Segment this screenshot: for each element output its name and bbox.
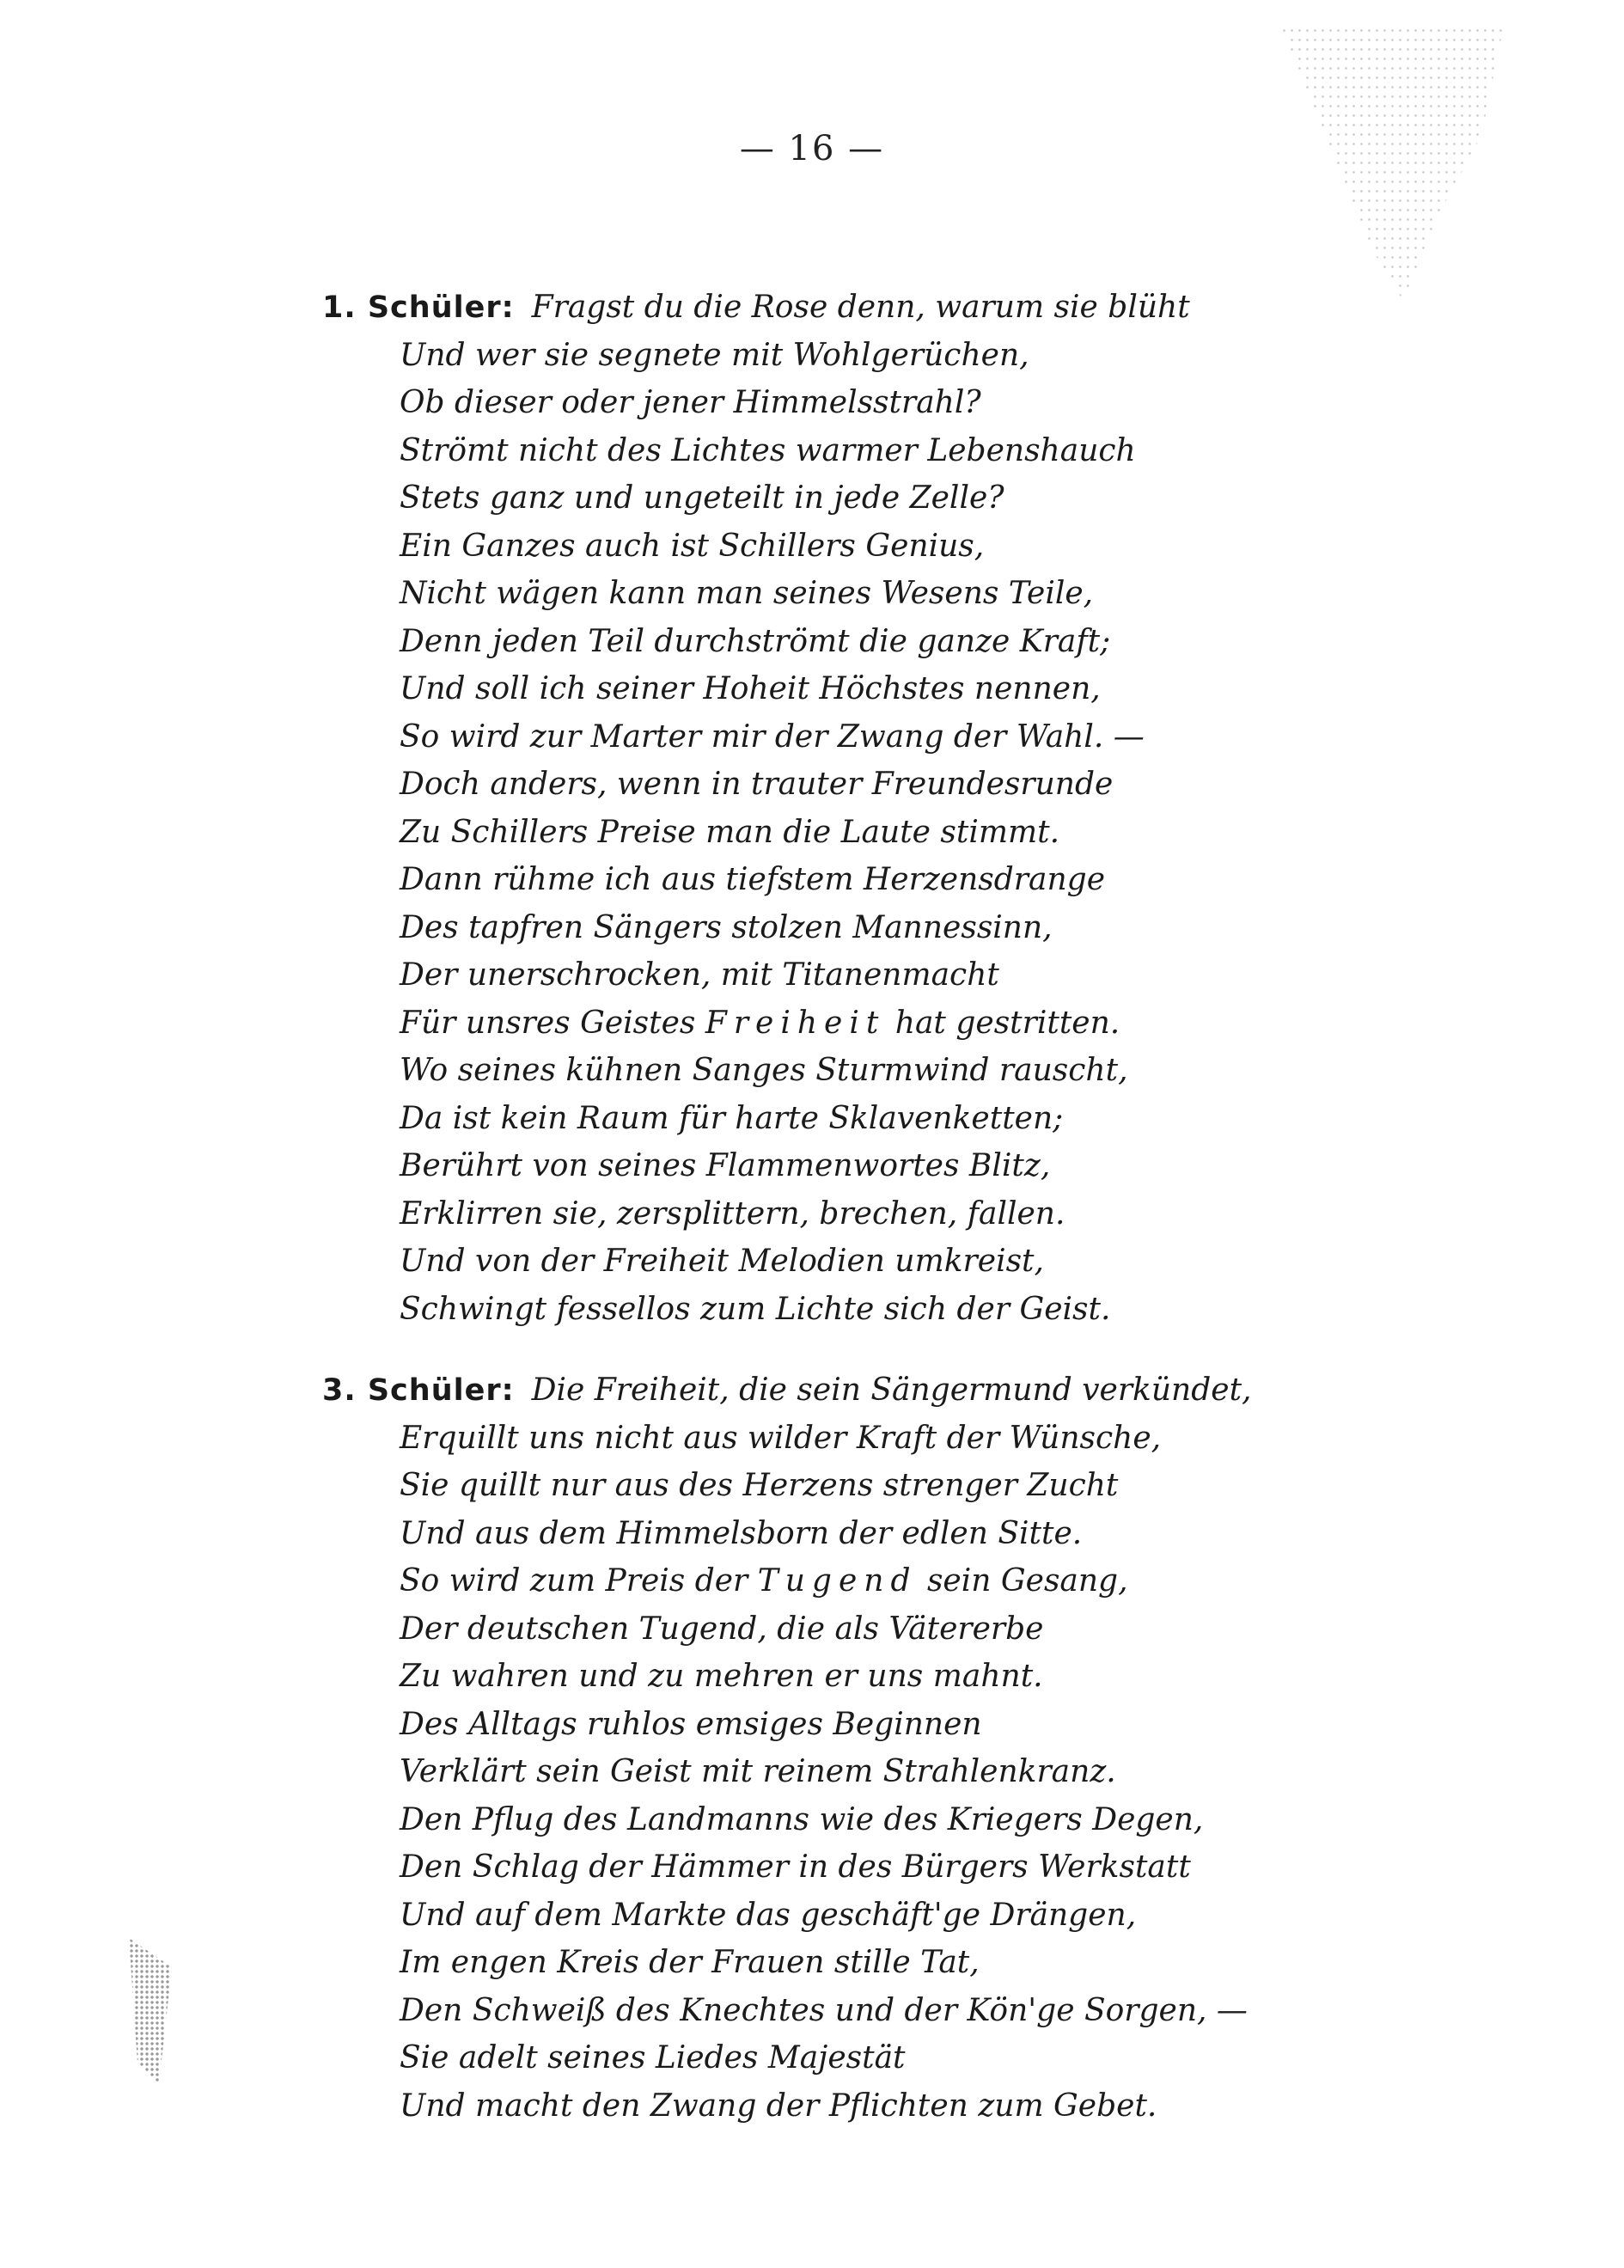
scan-smudge: [129, 1938, 172, 2084]
spaced-emphasis: Freiheit: [705, 1005, 886, 1041]
verse-line: Erquillt uns nicht aus wilder Kraft der Wünsche,: [400, 1420, 1162, 1456]
verse-line: Den Schlag der Hämmer in des Bürgers Werkstatt: [400, 1849, 1191, 1885]
verse-line: Der deutschen Tugend, die als Vätererbe: [400, 1611, 1044, 1647]
verse-line: Berührt von seines Flammenwortes Blitz,: [400, 1148, 1051, 1183]
verse-line: Und auf dem Markte das geschäft'ge Drängen,: [400, 1897, 1137, 1933]
verse-line: Den Pflug des Landmanns wie des Kriegers Degen,: [400, 1801, 1204, 1837]
verse-line: Nicht wägen kann man seines Wesens Teile,: [400, 576, 1094, 611]
speaker-label: 1. Schüler:: [322, 290, 515, 325]
verse-line: Strömt nicht des Lichtes warmer Lebenshauch: [400, 432, 1136, 468]
spaced-emphasis: Tugend: [757, 1563, 918, 1599]
verse-line: Des tapfren Sängers stolzen Mannessinn,: [400, 909, 1053, 945]
verse-line: Stets ganz und ungeteilt in jede Zelle?: [400, 480, 1004, 516]
verse-line: Für unsres Geistes Freiheit hat gestritten.: [400, 1005, 1120, 1041]
verse-line: Ob dieser oder jener Himmelsstrahl?: [400, 385, 981, 420]
verse-line: Da ist kein Raum für harte Sklavenketten;: [400, 1100, 1064, 1136]
verse-line: Ein Ganzes auch ist Schillers Genius,: [400, 528, 985, 564]
verse-line: Den Schweiß des Knechtes und der Kön'ge Sorgen, —: [400, 1992, 1248, 2028]
verse-line: Sie adelt seines Liedes Majestät: [400, 2040, 906, 2075]
verse-block-2: [322, 1366, 1396, 2130]
verse-line: Und macht den Zwang der Pflichten zum Gebet.: [400, 2088, 1157, 2124]
verse-line: 1. Schüler: Fragst du die Rose denn, warum sie blüht: [322, 290, 1190, 325]
verse-block-1: [322, 284, 1396, 1333]
verse-line: Des Alltags ruhlos emsiges Beginnen: [400, 1706, 982, 1742]
verse-line: 3. Schüler: Die Freiheit, die sein Sängermund verkündet,: [322, 1372, 1252, 1408]
verse-line: So wird zur Marter mir der Zwang der Wahl. —: [400, 718, 1145, 755]
verse-line: Und von der Freiheit Melodien umkreist,: [400, 1244, 1044, 1279]
verse-line: Erklirren sie, zersplittern, brechen, fallen.: [400, 1195, 1065, 1232]
verse-line: Schwingt fessellos zum Lichte sich der Geist.: [400, 1291, 1111, 1327]
verse-line: Verklärt sein Geist mit reinem Strahlenkranz.: [400, 1754, 1116, 1789]
speaker-label: 3. Schüler:: [322, 1373, 515, 1408]
verse-line: Zu wahren und zu mehren er uns mahnt.: [400, 1659, 1043, 1694]
verse-line: Und soll ich seiner Hoheit Höchstes nennen,: [400, 671, 1101, 706]
verse-line: Der unerschrocken, mit Titanenmacht: [400, 957, 999, 993]
verse-line: Und aus dem Himmelsborn der edlen Sitte.: [400, 1515, 1083, 1551]
verse-line: Zu Schillers Preise man die Laute stimmt.: [400, 814, 1060, 850]
verse-line: Und wer sie segnete mit Wohlgerüchen,: [400, 337, 1029, 373]
verse-line: Doch anders, wenn in trauter Freundesrunde: [400, 767, 1114, 802]
verse-line: Wo seines kühnen Sanges Sturmwind rauscht,: [400, 1053, 1128, 1088]
verse-line: Dann rühme ich aus tiefstem Herzensdrange: [400, 862, 1106, 897]
page-number: — 16 —: [739, 129, 885, 168]
verse-line: Im engen Kreis der Frauen stille Tat,: [400, 1945, 980, 1980]
verse-line: So wird zum Preis der Tugend sein Gesang,: [400, 1563, 1128, 1599]
verse-line: Denn jeden Teil durchströmt die ganze Kraft;: [400, 623, 1111, 659]
verse-line: Sie quillt nur aus des Herzens strenger Zucht: [400, 1468, 1119, 1503]
